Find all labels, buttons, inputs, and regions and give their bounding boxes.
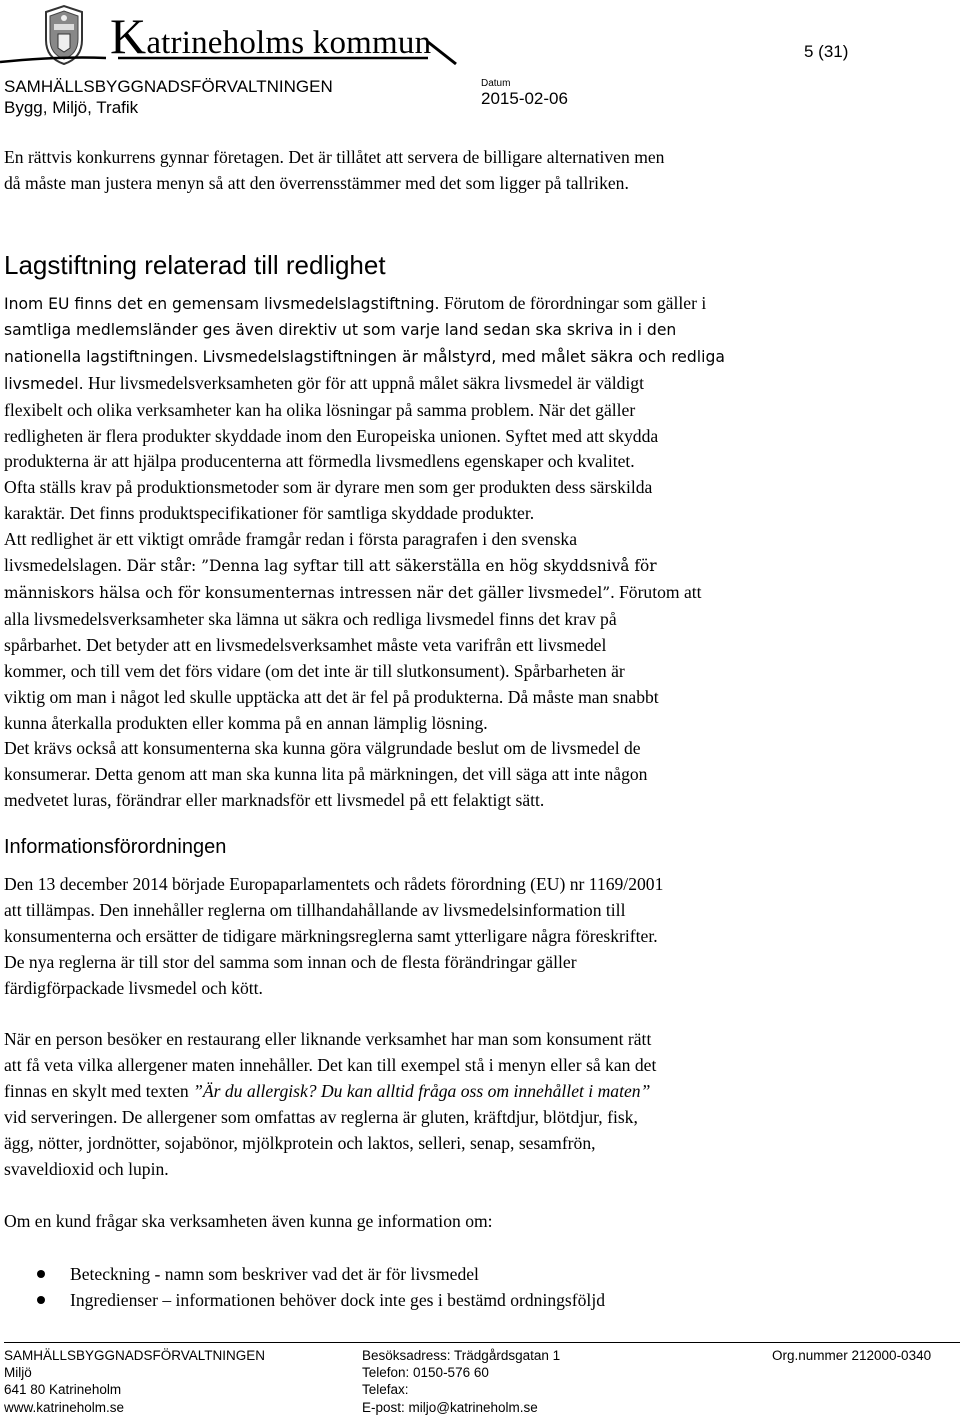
text-line: svaveldioxid och lupin.	[4, 1158, 169, 1179]
date-value: 2015-02-06	[481, 89, 568, 108]
section2-paragraph-3: Om en kund frågar ska verksamheten även kunna ge information om:	[4, 1211, 493, 1231]
information-bullet-list	[4, 1261, 605, 1313]
text-line: karaktär. Det finns produktspecifikationer för samtliga skyddade produkter.	[4, 503, 535, 524]
logo-wordmark: Katrineholms kommun	[110, 8, 432, 64]
text-segment: Hur livsmedelsverksamheten gör för att uppnå målet säkra livsmedel är väldigt	[83, 372, 644, 393]
text-line: kommer, och till vem det förs vidare (om det inte är till slutkonsument). Spårbarheten är	[4, 660, 625, 681]
text-line: vid serveringen. De allergener som omfattas av reglerna är gluten, kräftdjur, blötdjur, fisk,	[4, 1106, 638, 1127]
text-line: konsumenterna och ersätter de tidigare märkningsreglerna samt ytterligare några föreskrifter.	[4, 925, 658, 946]
text-line: Ofta ställs krav på produktionsmetoder som är dyrare men som ger produkten dess särskilda	[4, 477, 653, 498]
text-segment: Inom EU finns det en gemensam livsmedelslagstiftning.	[4, 295, 440, 313]
text-line: medvetet luras, förändrar eller marknadsför ett livsmedel på ett felaktigt sätt.	[4, 790, 545, 811]
section-heading-redlighet: Lagstiftning relaterad till redlighet	[4, 250, 386, 280]
footer-line: SAMHÄLLSBYGGNADSFÖRVALTNINGEN	[4, 1348, 266, 1363]
text-line: En rättvis konkurrens gynnar företagen. Det är tillåtet att servera de billigare alternativen men	[4, 147, 665, 167]
text-line: Den 13 december 2014 började Europaparlamentets och rådets förordning (EU) nr 1169/2001	[4, 874, 664, 894]
text-line: spårbarhet. Det betyder att en livsmedelsverksamhet måste veta varifrån ett livsmedel	[4, 634, 607, 655]
text-line: produkterna är att hjälpa producenterna att förmedla livsmedlens egenskaper och kvalitet.	[4, 451, 635, 472]
text-line: redligheten är flera produkter skyddade inom den Europeiska unionen. Syftet med att skydda	[4, 425, 659, 446]
logo-swoosh-line	[0, 34, 460, 70]
text-line: färdigförpackade livsmedel och kött.	[4, 977, 263, 998]
text-line: samtliga medlemsländer ges även direktiv ut som varje land sedan ska skriva in i den	[4, 320, 677, 339]
text-line: ägg, nötter, jordnötter, sojabönor, mjölkprotein och laktos, selleri, senap, sesamfrön,	[4, 1132, 596, 1153]
page-number: 5 (31)	[804, 42, 849, 61]
text-line: När en person besöker en restaurang eller liknande verksamhet har man som konsument rätt	[4, 1029, 652, 1049]
section-heading-informationsforordningen: Informationsförordningen	[4, 836, 227, 858]
list-item: Beteckning - namn som beskriver vad det är för livsmedel	[4, 1261, 605, 1287]
text-line: då måste man justera menyn så att den överrensstämmer med det som ligger på tallriken.	[4, 172, 629, 193]
text-line: konsumerar. Detta genom att man ska kunna lita på märkningen, det vill säga att inte någon	[4, 764, 648, 785]
text-segment: nationella lagstiftningen.	[4, 347, 199, 366]
footer-line: Miljö	[4, 1365, 32, 1381]
quote-segment: Där står: ”Denna lag syftar till att säkerställa en hög skyddsnivå för	[121, 557, 657, 576]
text-line: viktig om man i något led skulle upptäcka att det är fel på produkterna. Då måste man snabbt	[4, 686, 659, 707]
footer-line: Telefon: 0150-576 60	[362, 1365, 489, 1381]
section2-paragraph-2	[4, 1027, 854, 1182]
department-block	[4, 76, 333, 118]
allergy-sign-quote: ”Är du allergisk? Du kan alltid fråga oss om innehållet i maten”	[193, 1080, 651, 1101]
footer-contact-block	[362, 1347, 560, 1416]
text-segment: livsmedelslagen.	[4, 555, 122, 576]
text-segment: finnas en skylt med texten	[4, 1080, 194, 1101]
quote-segment: människors hälsa och för konsumenternas intressen när det gäller livsmedel”	[4, 583, 611, 602]
text-line: alla livsmedelsverksamheter ska lämna ut säkra och redliga livsmedel finns det krav på	[4, 608, 617, 629]
text-segment: Livsmedelslagstiftningen är målstyrd, med målet säkra och redliga	[202, 347, 725, 366]
list-item: Ingredienser – informationen behöver dock inte ges i bestämd ordningsföljd	[4, 1287, 605, 1313]
footer-org-number: Org.nummer 212000-0340	[772, 1348, 932, 1363]
bullet-icon	[37, 1270, 45, 1278]
text-line: kunna återkalla produkten eller komma på en annan lämplig lösning.	[4, 712, 488, 733]
footer-line: 641 80 Katrineholm	[4, 1382, 122, 1398]
section1-paragraph	[4, 291, 854, 814]
text-segment: . Förutom att	[610, 581, 702, 602]
bullet-icon	[37, 1296, 45, 1304]
text-line: att tillämpas. Den innehåller reglerna om tillhandahållande av livsmedelsinformation till	[4, 899, 626, 920]
footer-address-block	[4, 1347, 265, 1416]
footer-line: Telefax:	[362, 1382, 409, 1398]
footer-divider	[4, 1342, 960, 1343]
intro-paragraph	[4, 145, 854, 197]
text-line: Det krävs också att konsumenterna ska kunna göra välgrundade beslut om de livsmedel de	[4, 738, 641, 759]
department-name: SAMHÄLLSBYGGNADSFÖRVALTNINGEN	[4, 77, 333, 96]
department-subunit: Bygg, Miljö, Trafik	[4, 98, 139, 117]
text-line: flexibelt och olika verksamheter kan ha olika lösningar på samma problem. När det gäller	[4, 399, 636, 420]
section2-paragraph-1	[4, 872, 854, 1002]
text-segment: Förutom de förordningar som gäller i	[439, 293, 707, 313]
text-line: De nya reglerna är till stor del samma som innan och de flesta förändringar gäller	[4, 951, 577, 972]
footer-website: www.katrineholm.se	[4, 1399, 125, 1415]
date-label: Datum	[481, 78, 511, 89]
footer-email: E-post: miljo@katrineholm.se	[362, 1399, 538, 1415]
text-line: Att redlighet är ett viktigt område framgår redan i första paragrafen i den svenska	[4, 529, 578, 550]
footer-line: Besöksadress: Trädgårdsgatan 1	[362, 1348, 561, 1363]
text-segment: livsmedel.	[4, 374, 84, 393]
text-line: att få veta vilka allergener maten innehåller. Det kan till exempel stå i menyn eller så kan det	[4, 1054, 657, 1075]
